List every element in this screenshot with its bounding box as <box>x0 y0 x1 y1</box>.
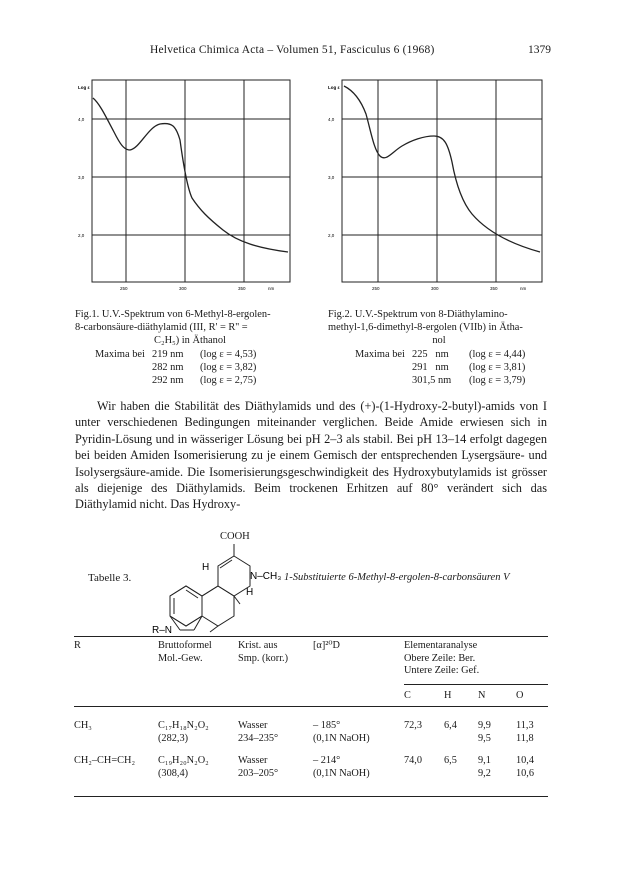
table-header-row <box>74 640 548 684</box>
maxima-wavelength: 291 nm <box>412 362 449 373</box>
col-header-elemental: Elementaranalyse Obere Zeile: Ber. Untere Zeile: Gef. <box>404 640 480 676</box>
figure-1-caption <box>75 308 305 347</box>
cooh-label: COOH <box>220 531 250 542</box>
col-header-alpha: [α]²⁰D <box>313 640 340 651</box>
y-tick-label: 4,0 <box>328 117 335 122</box>
table-label: Tabelle 3. <box>88 572 132 584</box>
plot-frame <box>342 80 542 282</box>
figure-2-caption <box>328 308 550 347</box>
maxima-logeps: (log ε = 4,44) <box>469 349 526 360</box>
h-label: H <box>246 587 254 598</box>
table-element-header-row <box>74 684 548 708</box>
caption-line: C₂H₅) in Äthanol <box>154 335 226 346</box>
x-unit-label: nm <box>520 286 527 291</box>
caption-line: methyl-1,6-dimethyl-8-ergolen (VIIb) in Ätha- <box>328 322 523 333</box>
table-row <box>74 708 548 745</box>
y-tick-label: 3,0 <box>78 175 85 180</box>
table-row <box>74 745 548 780</box>
maxima-wavelength: 219 nm <box>152 349 184 360</box>
caption-line: nol <box>432 335 446 346</box>
h-label: H <box>202 562 210 573</box>
col-header-o: O <box>516 690 524 701</box>
cell-r: CH₂–CH=CH₂ <box>74 755 136 766</box>
journal-title: Helvetica Chimica Acta – Volumen 51, Fasciculus 6 (1968) <box>150 44 435 56</box>
y-axis-label: Log ε <box>78 85 90 90</box>
x-tick-label: 300 <box>179 286 187 291</box>
maxima-logeps: (log ε = 3,82) <box>200 362 257 373</box>
caption-line: Fig.1. U.V.-Spektrum von 6-Methyl-8-ergolen- <box>75 309 271 320</box>
cell-r: CH₃ <box>74 720 92 731</box>
cell-h: 6,4 <box>444 720 457 731</box>
cell-c: 72,3 <box>404 720 423 731</box>
n-ch3-label: N–CH₃ <box>250 571 282 582</box>
figure-2-maxima <box>355 348 525 387</box>
col-header-h: H <box>444 690 452 701</box>
cell-h: 6,5 <box>444 755 457 766</box>
absorption-curve <box>93 98 288 252</box>
cell-alpha: – 185° (0,1N NaOH) <box>313 720 370 744</box>
y-tick-label: 3,0 <box>328 175 335 180</box>
page-number: 1379 <box>528 44 551 56</box>
maxima-prefix: Maxima bei <box>355 349 405 360</box>
y-axis-label: Log ε <box>328 85 340 90</box>
col-header-n: N <box>478 690 486 701</box>
r-n-label: R–N <box>152 625 173 636</box>
x-tick-label: 250 <box>372 286 380 291</box>
x-unit-label: nm <box>268 286 275 291</box>
data-table <box>74 640 548 780</box>
maxima-wavelength: 225 nm <box>412 349 449 360</box>
maxima-logeps: (log ε = 4,53) <box>200 349 257 360</box>
cell-o: 10,4 10,6 <box>516 755 535 779</box>
cell-formula: C₁₇H₁₈N₂O₂ (282,3) <box>158 720 209 744</box>
x-tick-label: 250 <box>120 286 128 291</box>
cell-krist: Wasser 234–235° <box>238 720 279 744</box>
maxima-logeps: (log ε = 3,81) <box>469 362 526 373</box>
cell-alpha: – 214° (0,1N NaOH) <box>313 755 370 779</box>
figure-1-maxima <box>95 348 256 387</box>
table-title: 1-Substituierte 6-Methyl-8-ergolen-8-carbonsäuren V <box>284 572 510 583</box>
caption-line: 8-carbonsäure-diäthylamid (III, R' = R'' = <box>75 322 248 333</box>
ergolene-structure-diagram <box>150 540 290 636</box>
col-header-c: C <box>404 690 411 701</box>
y-tick-label: 4,0 <box>78 117 85 122</box>
y-tick-label: 2,0 <box>78 233 85 238</box>
running-header <box>0 44 624 60</box>
table-bottom-rule <box>74 796 548 797</box>
maxima-logeps: (log ε = 2,75) <box>200 375 257 386</box>
col-header-krist: Krist. aus Smp. (korr.) <box>238 640 289 664</box>
x-tick-label: 300 <box>431 286 439 291</box>
x-tick-label: 350 <box>490 286 498 291</box>
maxima-prefix: Maxima bei <box>95 349 145 360</box>
maxima-wavelength: 292 nm <box>152 375 184 386</box>
cell-krist: Wasser 203–205° <box>238 755 279 779</box>
col-header-formula: Bruttoformel Mol.-Gew. <box>158 640 212 664</box>
y-tick-label: 2,0 <box>328 233 335 238</box>
cell-c: 74,0 <box>404 755 423 766</box>
body-paragraph: Wir haben die Stabilität des Diäthylamids und des (+)-(1-Hydroxy-2-butyl)-amids von I unter verschiedenen Bedingungen miteinander verglichen. Beide Amide erwiesen sich in Pyridin-Lösung und in wässeriger Lösung bei pH 2–3 als stabil. Bei pH 13–14 erfolgt dagegen bei beiden Amiden Isomerisierung zu je einem Gemisch der entsprechenden Lysergsäure- und Isolysergsäure-amide. Die Isomerisierungsgeschwindigkeit des Hydroxybutylamids ist grösser als diejenige des Diäthylamids. Beim trockenen Erhitzen auf 80° verändert sich das Diäthylamid nicht. Das Hydroxy- <box>75 399 547 512</box>
plot-frame <box>92 80 290 282</box>
table-top-rule <box>74 636 548 637</box>
cell-n: 9,9 9,5 <box>478 720 491 744</box>
caption-line: Fig.2. U.V.-Spektrum von 8-Diäthylamino- <box>328 309 508 320</box>
col-header-r: R <box>74 640 81 651</box>
x-tick-label: 350 <box>238 286 246 291</box>
absorption-curve <box>344 86 540 252</box>
maxima-wavelength: 282 nm <box>152 362 184 373</box>
maxima-wavelength: 301,5 nm <box>412 375 452 386</box>
maxima-logeps: (log ε = 3,79) <box>469 375 526 386</box>
uv-spectrum-figure-1 <box>78 72 298 302</box>
cell-o: 11,3 11,8 <box>516 720 534 744</box>
uv-spectrum-figure-2 <box>328 72 550 302</box>
cell-formula: C₁₉H₂₀N₂O₂ (308,4) <box>158 755 209 779</box>
cell-n: 9,1 9,2 <box>478 755 491 779</box>
